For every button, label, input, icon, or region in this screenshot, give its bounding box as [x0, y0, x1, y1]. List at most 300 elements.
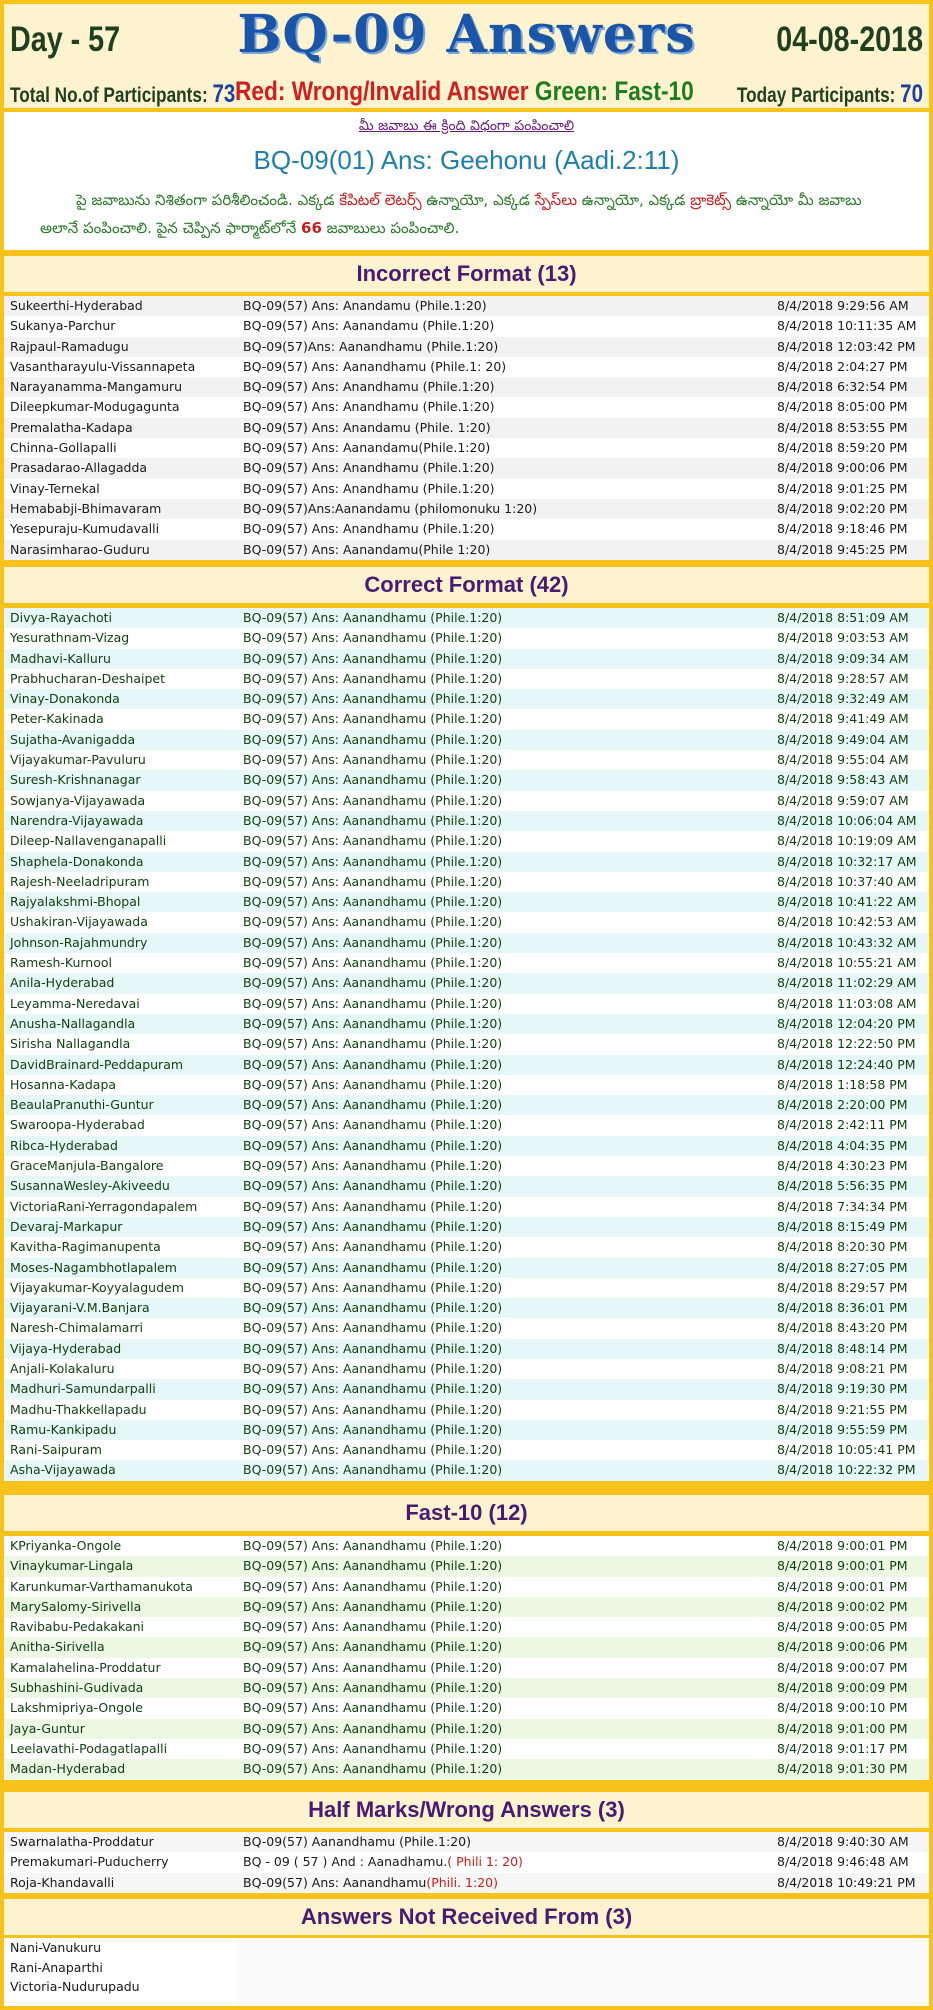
legend-red: Red: Wrong/Invalid Answer: [235, 76, 529, 106]
answer-info-panel: [4, 112, 929, 250]
answer-text: BQ-09(57) Ans: Aanandhamu (Phile.1:20): [243, 752, 503, 768]
participant-name: Anila-Hyderabad: [10, 975, 115, 991]
submission-time: 8/4/2018 9:01:00 PM: [777, 1720, 908, 1736]
participant-name: Divya-Rayachoti: [10, 610, 113, 625]
submission-time: 8/4/2018 6:32:54 PM: [777, 379, 908, 395]
table-row: [4, 892, 929, 912]
answer-text: BQ-09(57) Ans: Aanandhamu (Phile.1:20): [243, 1720, 503, 1736]
correct-format-heading: Correct Format (42): [4, 567, 929, 603]
submission-time: 8/4/2018 10:22:32 PM: [777, 1462, 916, 1478]
submission-time: 8/4/2018 10:19:09 AM: [777, 833, 917, 849]
submission-time: 8/4/2018 10:43:32 AM: [777, 934, 917, 950]
submission-time: 8/4/2018 1:18:58 PM: [777, 1076, 908, 1092]
answer-text: BQ-09(57) Ans: Aanandhamu (Phile.1:20): [243, 1639, 503, 1655]
answer-text: BQ-09(57) Ans: Aanandhamu (Phile.1:20): [243, 975, 503, 991]
participant-name: Dileep-Nallavenganapalli: [10, 833, 167, 849]
table-row: [4, 1719, 929, 1739]
table-row: [4, 1298, 929, 1318]
participant-name: Ramesh-Kurnool: [10, 955, 112, 971]
submission-time: 8/4/2018 9:00:09 PM: [777, 1680, 908, 1696]
submission-time: 8/4/2018 9:49:04 AM: [777, 731, 909, 747]
table-row: [4, 479, 929, 499]
participant-name: Anusha-Nallagandla: [10, 1015, 136, 1031]
participant-name: Rajyalakshmi-Bhopal: [10, 894, 141, 910]
table-row: [4, 1318, 929, 1338]
submission-time: 8/4/2018 8:27:05 PM: [777, 1259, 908, 1275]
participant-name: Narasimharao-Guduru: [10, 541, 150, 557]
table-row: [4, 1556, 929, 1576]
participant-name: Sujatha-Avanigadda: [10, 731, 136, 747]
answer-text: BQ-09(57) Ans: Aanandhamu (Phile.1:20): [243, 630, 503, 646]
total-participants: [10, 80, 235, 109]
answer-text: BQ-09(57) Ans: Aanandamu(Phile.1:20): [243, 440, 491, 456]
answer-text: BQ-09(57) Ans: Aanandhamu (Phile.1:20): [243, 1442, 503, 1458]
table-row: [4, 1852, 929, 1872]
answer-text: BQ-09(57) Ans: Aanandhamu (Phile.1:20): [243, 1137, 503, 1153]
answer-text: BQ-09(57) Ans: Aanandhamu (Phile.1:20): [243, 1421, 503, 1437]
instruction-text: ఉన్నాయో, ఎక్కడ: [577, 191, 691, 209]
instruction-highlight: స్పేస్‌లు: [534, 191, 578, 209]
participant-name: Rajesh-Neeladripuram: [10, 873, 150, 889]
answer-text: BQ-09(57) Ans: Aanandhamu (Phile.1:20): [243, 1117, 503, 1133]
participant-name: Madhuri-Samundarpalli: [10, 1381, 156, 1397]
submission-time: 8/4/2018 10:49:21 PM: [777, 1874, 916, 1890]
table-row: [4, 831, 929, 851]
table-row: [4, 1873, 929, 1893]
participant-name: KPriyanka-Ongole: [10, 1538, 122, 1553]
submission-time: 8/4/2018 8:29:57 PM: [777, 1279, 908, 1295]
table-row: [4, 1698, 929, 1718]
instruction-text: పై జవాబును నిశితంగా పరిశీలించండి. ఎక్కడ: [76, 191, 340, 209]
table-row: [4, 1339, 929, 1359]
submission-time: 8/4/2018 9:45:25 PM: [777, 541, 908, 557]
submission-time: 8/4/2018 8:59:20 PM: [777, 440, 908, 456]
color-legend: [235, 76, 694, 107]
answer-text: BQ-09(57) Ans: Aanandhamu (Phile.1:20): [243, 812, 503, 828]
answer-text: BQ-09(57) Ans: Aanandhamu (Phile.1:20): [243, 1381, 503, 1397]
participant-name: Victoria-Nudurupadu: [10, 1979, 140, 1994]
answer-text: BQ-09(57) Ans: Aanandhamu (Phile.1:20): [243, 1740, 503, 1756]
participant-name: Swaroopa-Hyderabad: [10, 1117, 145, 1133]
participant-name: Premalatha-Kadapa: [10, 419, 133, 435]
participant-name: MarySalomy-Sirivella: [10, 1598, 142, 1614]
instruction-text: జవాబులు పంపించాలి.: [321, 219, 460, 237]
participant-name: Asha-Vijayawada: [10, 1462, 116, 1478]
table-row: [4, 1460, 929, 1480]
submission-time: 8/4/2018 10:05:41 PM: [777, 1442, 916, 1458]
table-row: [4, 316, 929, 336]
answer-text: BQ-09(57) Ans: Anandhamu (Phile.1:20): [243, 379, 495, 395]
submission-time: 8/4/2018 9:40:30 AM: [777, 1834, 909, 1849]
answer-text: BQ-09(57)Ans:Aanandamu (philomonuku 1:20): [243, 500, 538, 516]
submission-time: 8/4/2018 11:02:29 AM: [777, 975, 917, 991]
submission-time: 8/4/2018 8:48:14 PM: [777, 1340, 908, 1356]
submission-time: 8/4/2018 8:15:49 PM: [777, 1218, 908, 1234]
answer-text: BQ-09(57) Ans: Aanandhamu (Phile.1:20): [243, 650, 503, 666]
participant-name: Hosanna-Kadapa: [10, 1076, 117, 1092]
participant-name: Subhashini-Gudivada: [10, 1680, 144, 1696]
answer-text: BQ-09(57) Ans: Aanandhamu (Phile.1:20): [243, 1158, 503, 1174]
table-row: [4, 1359, 929, 1379]
submission-time: 8/4/2018 9:08:21 PM: [777, 1360, 908, 1376]
participant-name: Madan-Hyderabad: [10, 1761, 126, 1777]
participant-name: Naresh-Chimalamarri: [10, 1320, 143, 1336]
participant-name: Ushakiran-Vijayawada: [10, 914, 148, 930]
participant-name: Nani-Vanukuru: [10, 1940, 102, 1955]
total-participants-label: Total No.of Participants:: [10, 84, 208, 107]
participant-name: Devaraj-Markapur: [10, 1218, 123, 1234]
participant-name: BeaulaPranuthi-Guntur: [10, 1097, 154, 1113]
table-row: [4, 709, 929, 729]
answer-cell: [243, 1832, 471, 1852]
instruction-highlight: కేపిటల్ లెటర్స్: [339, 191, 422, 209]
submission-time: 8/4/2018 5:56:35 PM: [777, 1178, 908, 1194]
instruction-line: మీ జవాబు ఈ క్రింది విధంగా పంపించాలి: [358, 118, 575, 134]
table-row: [4, 397, 929, 417]
participant-name: Dileepkumar-Modugagunta: [10, 399, 180, 415]
table-row: [4, 933, 929, 953]
participant-name: Sukanya-Parchur: [10, 318, 116, 334]
answer-text: BQ-09(57) Ans: Aanandhamu (Phile.1:20): [243, 894, 503, 910]
answer-text: BQ-09(57) Ans: Aanandhamu (Phile.1:20): [243, 1401, 503, 1417]
answer-text: BQ-09(57) Ans: Aanandhamu (Phile.1:20): [243, 1076, 503, 1092]
submission-time: 8/4/2018 8:36:01 PM: [777, 1300, 908, 1316]
answer-text: BQ-09(57) Ans: Aanandhamu (Phile.1:20): [243, 1761, 503, 1777]
answer-text: BQ-09(57) Ans: Aanandamu (Phile.1:20): [243, 318, 495, 334]
submission-time: 8/4/2018 9:58:43 AM: [777, 772, 909, 788]
answer-text: BQ-09(57) Ans: Aanandhamu (Phile.1:20): [243, 670, 503, 686]
page-title: BQ-09 Answers: [237, 4, 696, 65]
submission-time: 8/4/2018 8:20:30 PM: [777, 1239, 908, 1255]
participant-name: Jaya-Guntur: [10, 1720, 85, 1736]
answer-cell: [243, 1873, 498, 1893]
answer-count: 66: [301, 219, 322, 237]
answer-text: BQ-09(57) Ans: Aanandhamu (Phile.1:20): [243, 914, 503, 930]
answer-text: BQ-09(57) Ans: Aanandhamu (Phile.1:20): [243, 995, 503, 1011]
answer-text: BQ-09(57) Ans: Aanandhamu (Phile.1:20): [243, 955, 503, 971]
half-marks-heading: Half Marks/Wrong Answers (3): [4, 1792, 929, 1828]
participant-name: DavidBrainard-Peddapuram: [10, 1056, 184, 1072]
table-row: [4, 689, 929, 709]
participant-name: Chinna-Gollapalli: [10, 440, 117, 456]
incorrect-format-heading: Incorrect Format (13): [4, 256, 929, 292]
table-row: [4, 1034, 929, 1054]
table-row: [4, 608, 929, 628]
answer-error: ( Phili 1: 20): [447, 1854, 523, 1870]
table-row: [4, 1176, 929, 1196]
submission-time: 8/4/2018 10:37:40 AM: [777, 873, 917, 889]
answer-text: BQ-09(57) Ans: Anandhamu (Phile.1:20): [243, 399, 495, 415]
today-participants-count: 70: [900, 80, 923, 108]
participant-name: Swarnalatha-Proddatur: [10, 1834, 154, 1849]
not-received-heading: Answers Not Received From (3): [4, 1899, 929, 1935]
answer-text: BQ-09(57) Ans: Aanandhamu (Phile.1:20): [243, 1558, 503, 1574]
submission-time: 8/4/2018 9:29:56 AM: [777, 298, 909, 313]
submission-time: 8/4/2018 10:55:21 AM: [777, 955, 917, 971]
table-row: [4, 1577, 929, 1597]
submission-time: 8/4/2018 9:00:01 PM: [777, 1578, 908, 1594]
table-row: [4, 377, 929, 397]
table-row: [4, 1278, 929, 1298]
participant-name: Prabhucharan-Deshaipet: [10, 670, 165, 686]
participant-name: Sukeerthi-Hyderabad: [10, 298, 143, 313]
submission-time: 8/4/2018 9:21:55 PM: [777, 1401, 908, 1417]
table-row: [4, 730, 929, 750]
table-row: [4, 1536, 929, 1556]
table-row: [4, 669, 929, 689]
table-row: [4, 953, 929, 973]
instruction-text: ఉన్నాయో, ఎక్కడ: [421, 191, 535, 209]
participant-name: Hemababji-Bhimavaram: [10, 500, 162, 516]
table-row: [4, 852, 929, 872]
participant-name: Shaphela-Donakonda: [10, 853, 144, 869]
submission-time: 8/4/2018 12:03:42 PM: [777, 338, 916, 354]
submission-time: 8/4/2018 10:32:17 AM: [777, 853, 917, 869]
submission-time: 8/4/2018 9:28:57 AM: [777, 670, 909, 686]
submission-time: 8/4/2018 2:20:00 PM: [777, 1097, 908, 1113]
list-item: [4, 1977, 929, 1997]
total-participants-count: 73: [212, 80, 236, 108]
answer-text: BQ-09(57) Ans: Aanandhamu (Phile.1:20): [243, 1218, 503, 1234]
submission-time: 8/4/2018 9:00:05 PM: [777, 1619, 908, 1635]
answer-text: BQ-09(57) Aanandhamu (Phile.1:20): [243, 1834, 472, 1849]
participant-name: Prasadarao-Allagadda: [10, 460, 148, 476]
table-row: [4, 337, 929, 357]
answer-text: BQ-09(57) Ans: Aanandhamu (Phile.1:20): [243, 833, 503, 849]
answer-text: BQ-09(57) Ans: Aanandhamu (Phile.1:20): [243, 1360, 503, 1376]
today-participants-label: Today Participants:: [736, 84, 896, 107]
submission-time: 8/4/2018 10:42:53 AM: [777, 914, 917, 930]
table-row: [4, 1759, 929, 1779]
list-item: [4, 1958, 929, 1978]
table-row: [4, 458, 929, 478]
answer-text: BQ-09(57) Ans: Aanandhamu (Phile.1:20): [243, 1198, 503, 1214]
incorrect-format-table: [4, 296, 929, 560]
table-row: [4, 973, 929, 993]
participant-name: Vijayakumar-Pavuluru: [10, 752, 146, 768]
table-row: [4, 1379, 929, 1399]
table-row: [4, 1617, 929, 1637]
table-row: [4, 912, 929, 932]
participant-name: Suresh-Krishnanagar: [10, 772, 141, 788]
participant-name: Lakshmipriya-Ongole: [10, 1700, 143, 1716]
answer-text: BQ-09(57) Ans: Aanandhamu (Phile.1:20): [243, 1578, 503, 1594]
instruction-highlight: బ్రాకెట్స్: [690, 191, 732, 209]
table-row: [4, 1832, 929, 1852]
submission-time: 8/4/2018 4:30:23 PM: [777, 1158, 908, 1174]
submission-time: 8/4/2018 10:41:22 AM: [777, 894, 917, 910]
table-row: [4, 357, 929, 377]
submission-time: 8/4/2018 12:04:20 PM: [777, 1015, 916, 1031]
instruction-text: ఉన్నాయో మీ జవాబు అలానే పంపించాలి. పైన చెప్పిన ఫార్మాట్‌లోనే: [40, 191, 862, 237]
participant-name: Sirisha Nallagandla: [10, 1036, 131, 1052]
answer-text: BQ-09(57) Ans: Aanandhamu (Phile.1:20): [243, 792, 503, 808]
participant-name: Premakumari-Puducherry: [10, 1854, 169, 1870]
header-banner: [4, 4, 929, 108]
participant-name: Ramu-Kankipadu: [10, 1421, 117, 1437]
answer-text: BQ-09(57) Ans: Aanandhamu (Phile.1:20): [243, 1680, 503, 1696]
table-row: [4, 1197, 929, 1217]
answer-text: BQ-09(57) Ans: Aanandhamu (Phile.1:20): [243, 1462, 503, 1478]
submission-time: 8/4/2018 2:42:11 PM: [777, 1117, 908, 1133]
submission-time: 8/4/2018 12:22:50 PM: [777, 1036, 916, 1052]
submission-time: 8/4/2018 8:53:55 PM: [777, 419, 908, 435]
answer-text: BQ-09(57) Ans: Aanandhamu (Phile.1:20): [243, 1178, 503, 1194]
answer-text: BQ-09(57) Ans: Anandamu (Phile.1:20): [243, 298, 487, 313]
answer-text: BQ-09(57) Ans: Aanandhamu (Phile.1:20): [243, 772, 503, 788]
table-row: [4, 1217, 929, 1237]
participant-name: Anitha-Sirivella: [10, 1639, 105, 1655]
participant-name: Karunkumar-Varthamanukota: [10, 1578, 193, 1594]
submission-time: 8/4/2018 9:59:07 AM: [777, 792, 909, 808]
answer-text: BQ-09(57) Ans: Aanandhamu (Phile.1:20): [243, 731, 503, 747]
submission-time: 8/4/2018 9:02:20 PM: [777, 500, 908, 516]
participant-name: Vinay-Donakonda: [10, 691, 120, 707]
table-row: [4, 1400, 929, 1420]
submission-time: 8/4/2018 10:11:35 AM: [777, 318, 917, 334]
submission-time: 8/4/2018 9:46:48 AM: [777, 1854, 909, 1870]
participant-name: Vasantharayulu-Vissannapeta: [10, 358, 196, 374]
participant-name: Sowjanya-Vijayawada: [10, 792, 146, 808]
participant-name: Peter-Kakinada: [10, 711, 104, 727]
submission-time: 8/4/2018 9:01:25 PM: [777, 480, 908, 496]
submission-time: 8/4/2018 9:03:53 AM: [777, 630, 909, 646]
table-row: [4, 770, 929, 790]
date-label: 04-08-2018: [776, 20, 923, 59]
table-row: [4, 1075, 929, 1095]
correct-answer-format: BQ-09(01) Ans: Geehonu (Aadi.2:11): [253, 145, 680, 175]
submission-time: 8/4/2018 9:00:01 PM: [777, 1558, 908, 1574]
table-row: [4, 649, 929, 669]
table-row: [4, 872, 929, 892]
answer-text: BQ-09(57) Ans: Aanandhamu (Phile.1:20): [243, 1300, 503, 1316]
answer-text: BQ-09(57) Ans: Aanandhamu (Phile.1:20): [243, 873, 503, 889]
submission-time: 8/4/2018 8:51:09 AM: [777, 610, 909, 625]
submission-time: 8/4/2018 11:03:08 AM: [777, 995, 917, 1011]
participant-name: Yesepuraju-Kumudavalli: [10, 521, 160, 537]
answer-text: BQ-09(57) Ans: Aanandamu(Phile 1:20): [243, 541, 491, 557]
table-row: [4, 1055, 929, 1075]
submission-time: 8/4/2018 9:01:17 PM: [777, 1740, 908, 1756]
format-instructions: [40, 186, 893, 242]
table-row: [4, 1115, 929, 1135]
answer-text: BQ-09(57) Ans: Aanandhamu (Phile.1: 20): [243, 358, 507, 374]
submission-time: 8/4/2018 9:00:06 PM: [777, 1639, 908, 1655]
table-row: [4, 519, 929, 539]
table-row: [4, 1739, 929, 1759]
table-row: [4, 499, 929, 519]
half-marks-table: [4, 1832, 929, 1893]
participant-name: Vijayarani-V.M.Banjara: [10, 1300, 150, 1316]
answer-text: BQ-09(57)Ans: Aanandhamu (Phile.1:20): [243, 338, 499, 354]
header-stats-row: [10, 72, 923, 106]
table-row: [4, 791, 929, 811]
submission-time: 8/4/2018 2:04:27 PM: [777, 358, 908, 374]
answer-text: BQ-09(57) Ans: Aanandhamu: [243, 1874, 427, 1890]
participant-name: Kavitha-Ragimanupenta: [10, 1239, 161, 1255]
answer-text: BQ-09(57) Ans: Aanandhamu (Phile.1:20): [243, 1659, 503, 1675]
table-row: [4, 1678, 929, 1698]
answer-text: BQ-09(57) Ans: Anandhamu (Phile.1:20): [243, 460, 495, 476]
participant-name: Anjali-Kolakaluru: [10, 1360, 115, 1376]
submission-time: 8/4/2018 9:00:10 PM: [777, 1700, 908, 1716]
submission-time: 8/4/2018 12:24:40 PM: [777, 1056, 916, 1072]
submission-time: 8/4/2018 7:34:34 PM: [777, 1198, 908, 1214]
submission-time: 8/4/2018 9:00:07 PM: [777, 1659, 908, 1675]
participant-name: VictoriaRani-Yerragondapalem: [10, 1198, 198, 1214]
table-row: [4, 1014, 929, 1034]
submission-time: 8/4/2018 9:41:49 AM: [777, 711, 909, 727]
table-row: [4, 1420, 929, 1440]
answer-text: BQ-09(57) Ans: Aanandhamu (Phile.1:20): [243, 1015, 503, 1031]
submission-time: 8/4/2018 9:18:46 PM: [777, 521, 908, 537]
table-row: [4, 438, 929, 458]
participant-name: Vijayakumar-Koyyalagudem: [10, 1279, 184, 1295]
legend-green: Green: Fast-10: [534, 76, 694, 106]
table-row: [4, 1258, 929, 1278]
answer-cell: [243, 1852, 523, 1872]
participant-name: Ravibabu-Pedakakani: [10, 1619, 145, 1635]
participant-name: Vinay-Ternekal: [10, 480, 100, 496]
participant-name: Johnson-Rajahmundry: [10, 934, 148, 950]
submission-time: 8/4/2018 9:55:04 AM: [777, 752, 909, 768]
submission-time: 8/4/2018 9:09:34 AM: [777, 650, 909, 666]
answer-text: BQ - 09 ( 57 ) And : Aanadhamu.: [243, 1854, 448, 1870]
submission-time: 8/4/2018 9:01:30 PM: [777, 1761, 908, 1777]
answer-text: BQ-09(57) Ans: Aanandhamu (Phile.1:20): [243, 610, 503, 625]
participant-name: Narayanamma-Mangamuru: [10, 379, 183, 395]
answer-text: BQ-09(57) Ans: Aanandhamu (Phile.1:20): [243, 1598, 503, 1614]
participant-name: Rani-Saipuram: [10, 1442, 102, 1458]
submission-time: 8/4/2018 10:06:04 AM: [777, 812, 917, 828]
table-row: [4, 811, 929, 831]
answer-text: BQ-09(57) Ans: Aanandhamu (Phile.1:20): [243, 853, 503, 869]
table-row: [4, 1095, 929, 1115]
participant-name: Moses-Nagambhotlapalem: [10, 1259, 177, 1275]
submission-time: 8/4/2018 8:05:00 PM: [777, 399, 908, 415]
answer-text: BQ-09(57) Ans: Aanandhamu (Phile.1:20): [243, 1320, 503, 1336]
table-row: [4, 628, 929, 648]
participant-name: GraceManjula-Bangalore: [10, 1158, 164, 1174]
answer-text: BQ-09(57) Ans: Aanandhamu (Phile.1:20): [243, 711, 503, 727]
day-label: Day - 57: [10, 20, 121, 59]
participant-name: Yesurathnam-Vizag: [10, 630, 130, 646]
participant-name: Vijaya-Hyderabad: [10, 1340, 122, 1356]
submission-time: 8/4/2018 9:19:30 PM: [777, 1381, 908, 1397]
submission-time: 8/4/2018 9:32:49 AM: [777, 691, 909, 707]
fast-10-heading: Fast-10 (12): [4, 1495, 929, 1531]
answer-text: BQ-09(57) Ans: Aanandhamu (Phile.1:20): [243, 1619, 503, 1635]
table-row: [4, 540, 929, 560]
submission-time: 8/4/2018 9:00:01 PM: [777, 1538, 908, 1553]
participant-name: SusannaWesley-Akiveedu: [10, 1178, 170, 1194]
participant-name: Kamalahelina-Proddatur: [10, 1659, 161, 1675]
correct-format-table: [4, 608, 929, 1481]
submission-time: 8/4/2018 8:43:20 PM: [777, 1320, 908, 1336]
table-row: [4, 1637, 929, 1657]
table-row: [4, 1156, 929, 1176]
answer-text: BQ-09(57) Ans: Aanandhamu (Phile.1:20): [243, 1239, 503, 1255]
table-row: [4, 994, 929, 1014]
submission-time: 8/4/2018 9:00:02 PM: [777, 1598, 908, 1614]
answer-text: BQ-09(57) Ans: Anandhamu (Phile.1:20): [243, 521, 495, 537]
answer-text: BQ-09(57) Ans: Anandhamu (Phile.1:20): [243, 480, 495, 496]
table-row: [4, 1237, 929, 1257]
submission-time: 8/4/2018 9:00:06 PM: [777, 460, 908, 476]
participant-name: Narendra-Vijayawada: [10, 812, 144, 828]
table-row: [4, 1597, 929, 1617]
table-row: [4, 1440, 929, 1460]
